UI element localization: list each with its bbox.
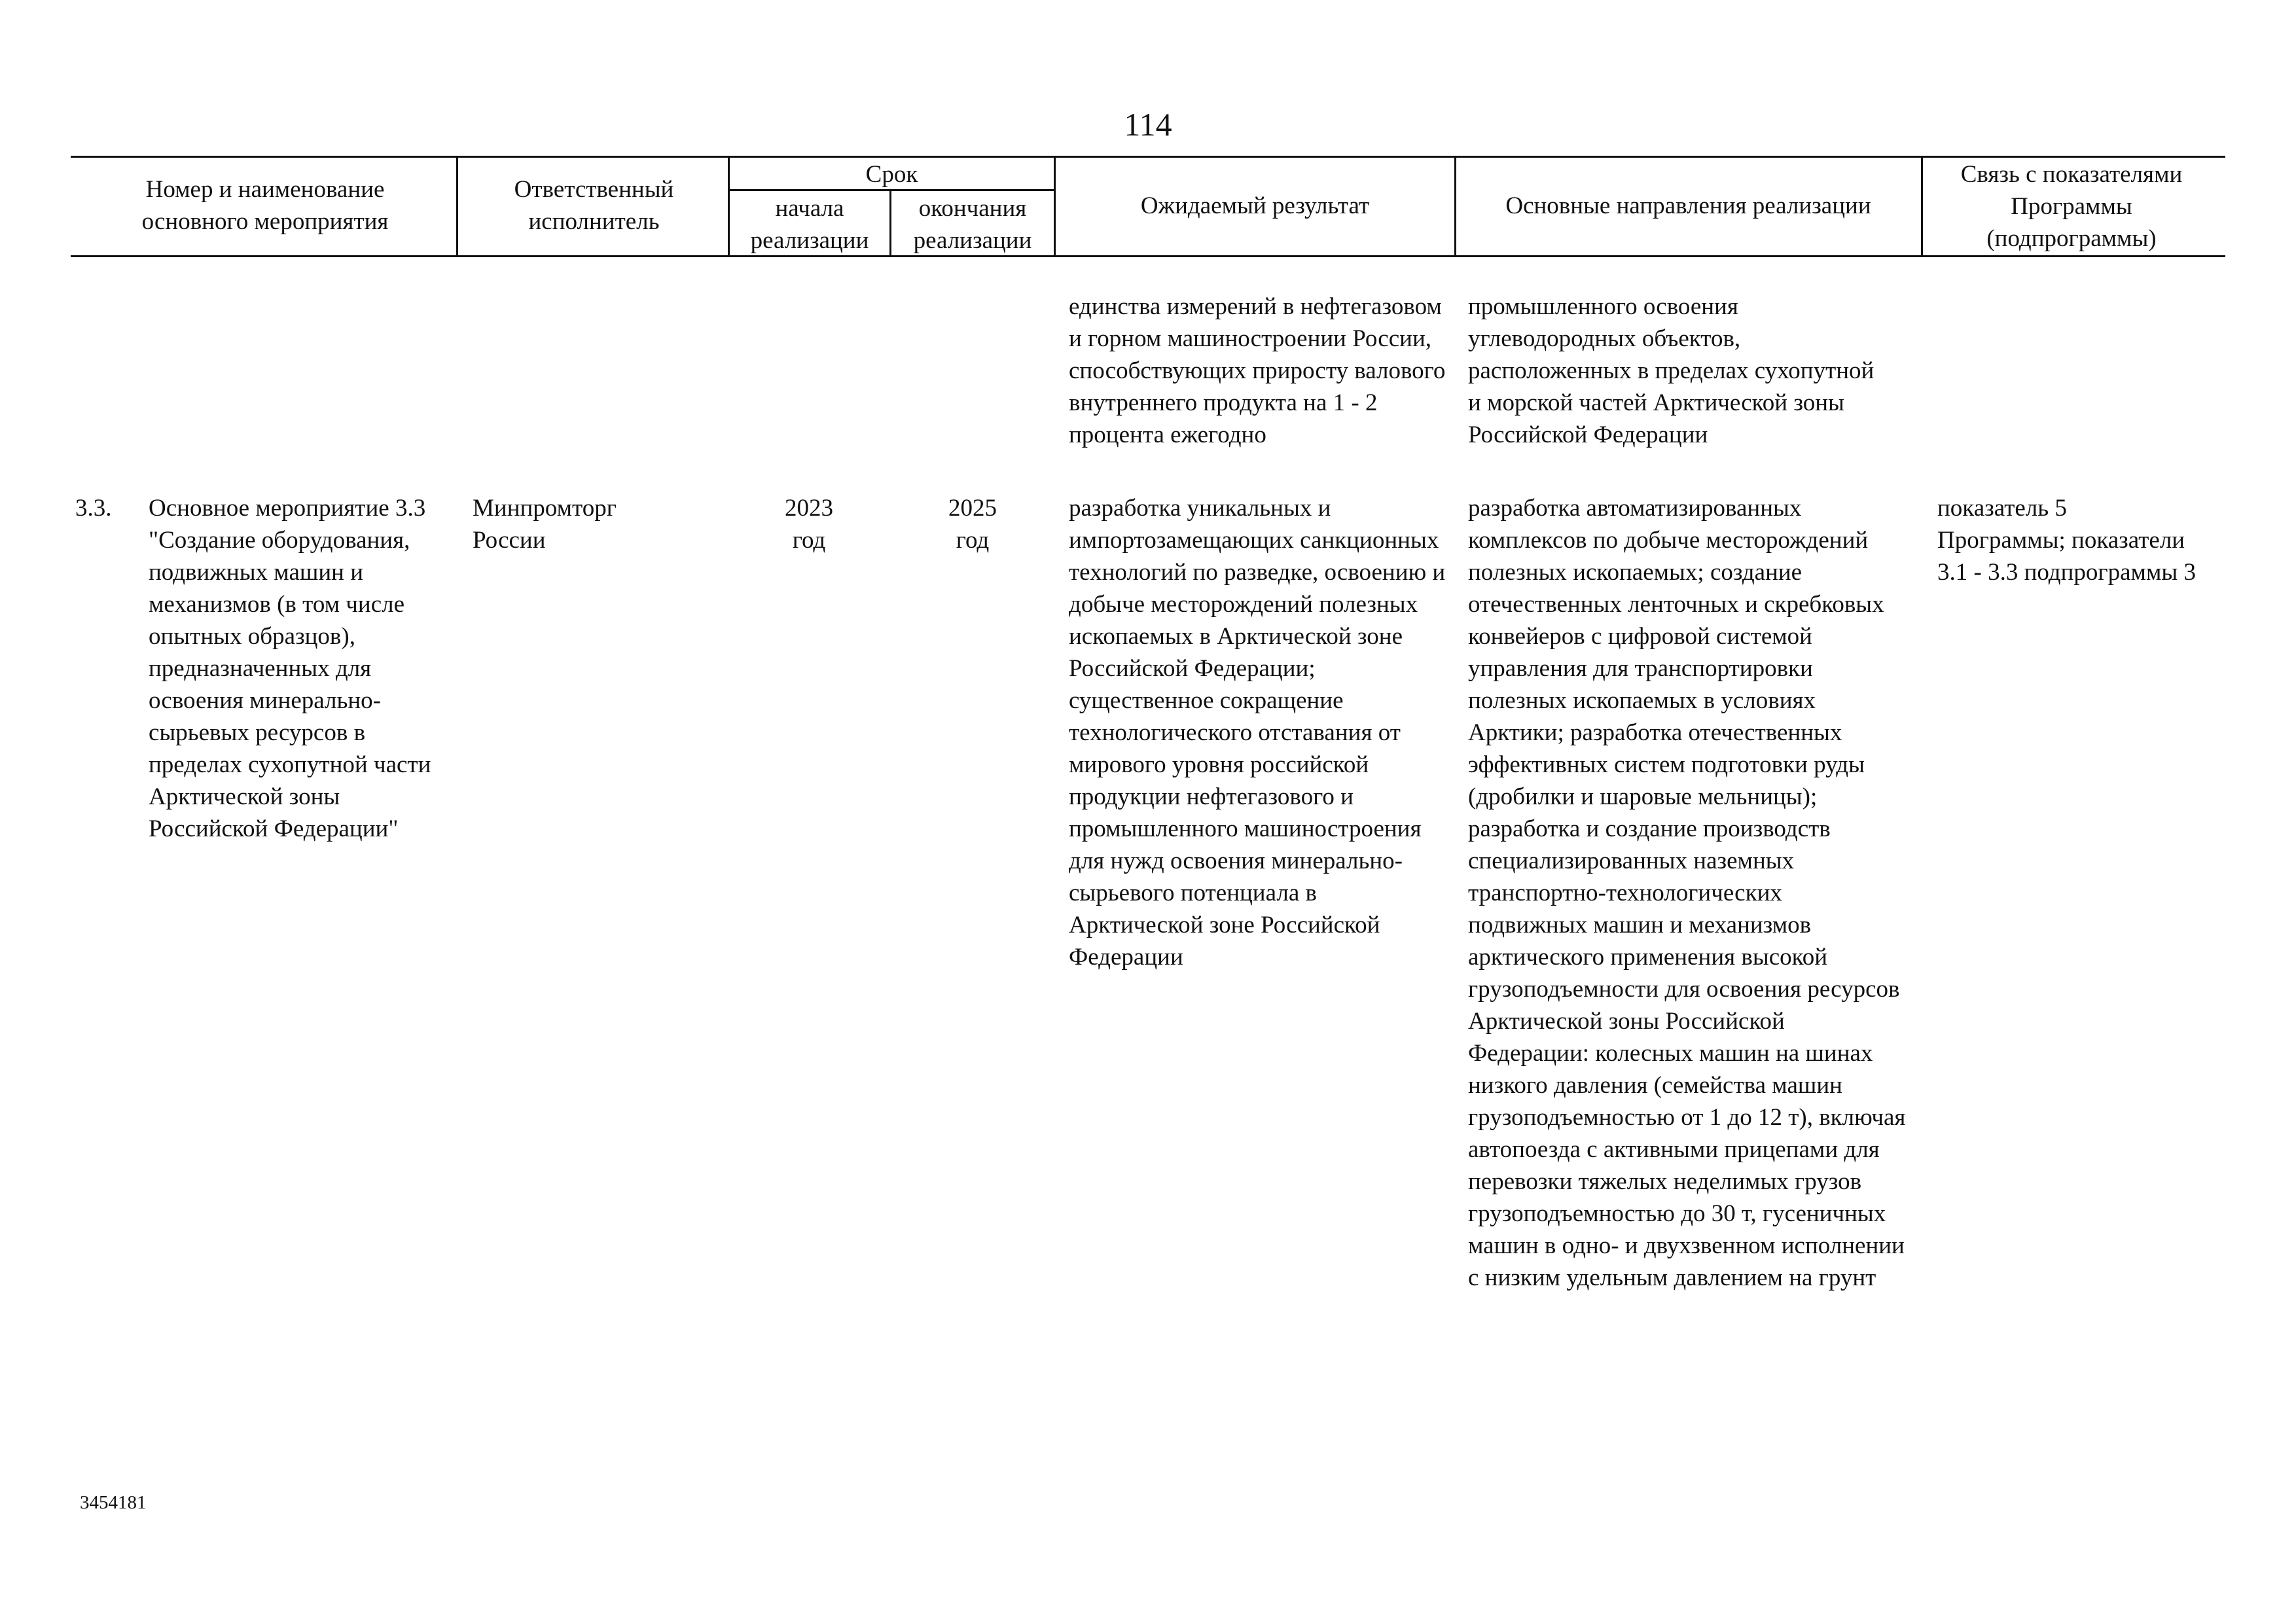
header-indicators: Связь с показателями Программы (подпрограммы) xyxy=(1960,161,2183,252)
row-number: 3.3. xyxy=(75,495,112,522)
header-result: Ожидаемый результат xyxy=(1140,192,1370,219)
table-header-bottom-rule xyxy=(71,255,2225,257)
row-executor: Минпромторг России xyxy=(473,495,617,554)
page-number: 114 xyxy=(1124,106,1172,143)
header-start: начала реализации xyxy=(750,195,869,254)
row-end-year: 2025 год xyxy=(948,495,997,554)
continuation-result: единства измерений в нефтегазовом и горном машиностроении России, способствующих приросту валового внутреннего продукта на 1 - 2 процента ежегодно xyxy=(1069,293,1446,448)
header-col-divider-5 xyxy=(1454,156,1456,255)
row-indicators: показатель 5 Программы; показатели 3.1 - 3.3 подпрограммы 3 xyxy=(1937,495,2196,586)
header-event: Номер и наименование основного мероприятия xyxy=(141,176,389,235)
continuation-directions: промышленного освоения углеводородных объектов, расположенных в пределах сухопутной и морской частей Арктической зоны Российской Федерации xyxy=(1468,293,1874,448)
header-end: окончания реализации xyxy=(913,195,1032,254)
row-directions: разработка автоматизированных комплексов по добыче месторождений полезных ископаемых; создание отечественных ленточных и скребковых конвейеров с цифровой системой управления для транспортировки полезных ископаемых в условиях Арктики; разработка отечественных эффективных систем подготовки руды (дробилки и шаровые мельницы); разработка и создание производств специализированных наземных транспортно-технологических подвижных машин и механизмов арктического применения высокой грузоподъемности для освоения ресурсов Арктической зоны Российской Федерации: колесных машин на шинах низкого давления (семейства машин грузоподъемностью от 1 до 12 т), включая автопоезда с активными прицепами для перевозки тяжелых неделимых грузов грузоподъемностью до 30 т, гусеничных машин в одно- и двухзвенном исполнении с низким удельным давлением на грунт xyxy=(1468,495,1906,1291)
row-start-year: 2023 год xyxy=(785,495,833,554)
header-executor: Ответственный исполнитель xyxy=(514,176,674,235)
document-code: 3454181 xyxy=(80,1492,147,1513)
header-directions: Основные направления реализации xyxy=(1505,192,1871,219)
table-top-rule xyxy=(71,156,2225,158)
row-event-name: Основное мероприятие 3.3 "Создание оборудования, подвижных машин и механизмов (в том числе опытных образцов), предназначенных для освоения минерально-сырьевых ресурсов в пределах сухопутной части Арктической зоны Российской Федерации" xyxy=(149,495,431,842)
row-expected-result: разработка уникальных и импортозамещающих санкционных технологий по разведке, освоению и добыче месторождений полезных ископаемых в Арктической зоне Российской Федерации; существенное сокращение технологического отставания от мирового уровня российской продукции нефтегазового и промышленного машиностроения для нужд освоения минерально-сырьевого потенциала в Арктической зоне Российской Федерации xyxy=(1069,495,1446,971)
header-col-divider-3 xyxy=(889,189,891,255)
header-term: Срок xyxy=(865,161,918,188)
header-col-divider-6 xyxy=(1921,156,1923,255)
header-col-divider-1 xyxy=(456,156,458,255)
header-col-divider-4 xyxy=(1054,156,1056,255)
